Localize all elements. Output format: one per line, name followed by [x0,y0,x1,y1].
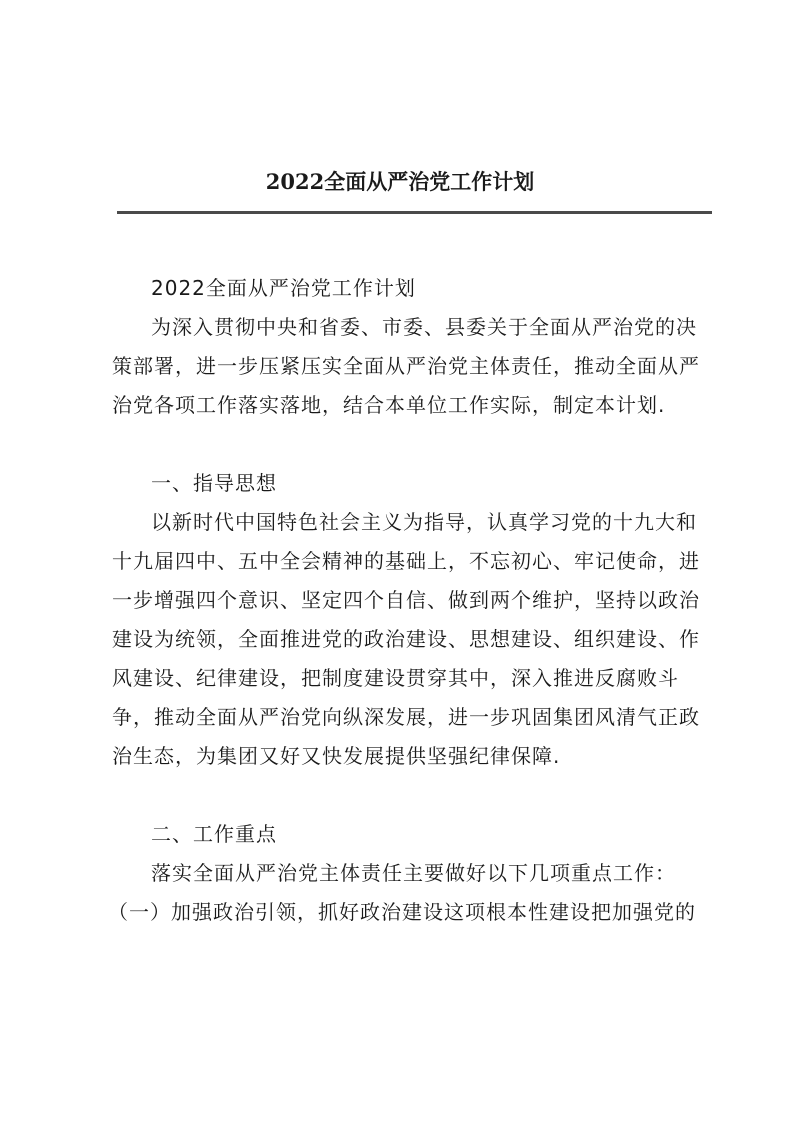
body-line: 为深入贯彻中央和省委、市委、县委关于全面从严治党的决 [151,315,697,339]
body-line: 治生态，为集团又好又快发展提供坚强纪律保障. [112,744,561,768]
document-title: 2022全面从严治党工作计划 [265,169,535,194]
body-line: 建设为统领，全面推进党的政治建设、思想建设、组织建设、作 [112,627,700,651]
body-line: 治党各项工作落实落地，结合本单位工作实际，制定本计划. [112,393,666,417]
body-line: （一）加强政治引领，抓好政治建设这项根本性建设把加强党的 [108,900,696,924]
blank-line [112,776,712,815]
body-line: 十九届四中、五中全会精神的基础上，不忘初心、牢记使命，进 [112,549,700,573]
title-divider [117,211,712,214]
blank-line [112,425,712,464]
body-line: 以新时代中国特色社会主义为指导，认真学习党的十九大和 [151,510,697,534]
document-body [108,269,712,932]
body-line: 一步增强四个意识、坚定四个自信、做到两个维护，坚持以政治 [112,588,700,612]
body-line: 风建设、纪律建设，把制度建设贯穿其中，深入推进反腐败斗 [112,666,679,690]
body-line: 2022全面从严治党工作计划 [151,276,416,300]
body-line: 争，推动全面从严治党向纵深发展，进一步巩固集团风清气正政 [112,705,700,729]
body-line: 二、工作重点 [151,822,277,846]
body-line: 一、指导思想 [151,471,277,495]
body-line: 策部署，进一步压紧压实全面从严治党主体责任，推动全面从严 [112,354,700,378]
body-line: 落实全面从严治党主体责任主要做好以下几项重点工作： [151,861,676,885]
